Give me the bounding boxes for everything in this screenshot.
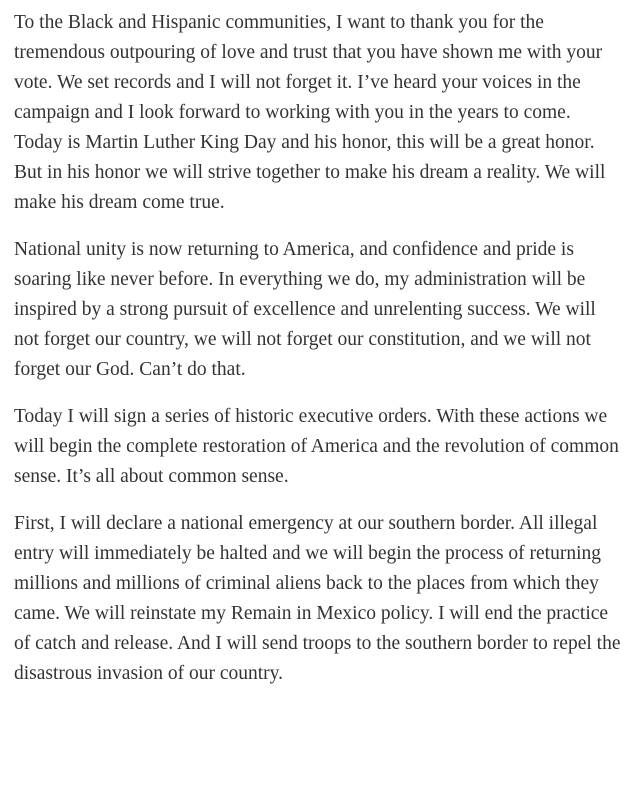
- article-paragraph: First, I will declare a national emergency at our southern border. All illegal entry will immediately be halted and we will begin the process of returning millions and millions of criminal aliens back to the places from which they came. We will reinstate my Remain in Mexico policy. I will end the practice of catch and release. And I will send troops to the southern border to repel the disastrous invasion of our country.: [14, 513, 621, 684]
- article-paragraph: National unity is now returning to America, and confidence and pride is soaring like never before. In everything we do, my administration will be inspired by a strong pursuit of excellence and unrelenting success. We will not forget our country, we will not forget our constitution, and we will not forget our God. Can’t do that.: [14, 239, 596, 380]
- article-paragraph: Today I will sign a series of historic executive orders. With these actions we will begin the complete restoration of America and the revolution of common sense. It’s all about common sense.: [14, 406, 619, 487]
- article-paragraph: To the Black and Hispanic communities, I want to thank you for the tremendous outpouring of love and trust that you have shown me with your vote. We set records and I will not forget it. I’ve heard your voices in the campaign and I look forward to working with you in the years to come. Today is Martin Luther King Day and his honor, this will be a great honor. But in his honor we will strive together to make his dream a reality. We will make his dream come true.: [14, 12, 606, 213]
